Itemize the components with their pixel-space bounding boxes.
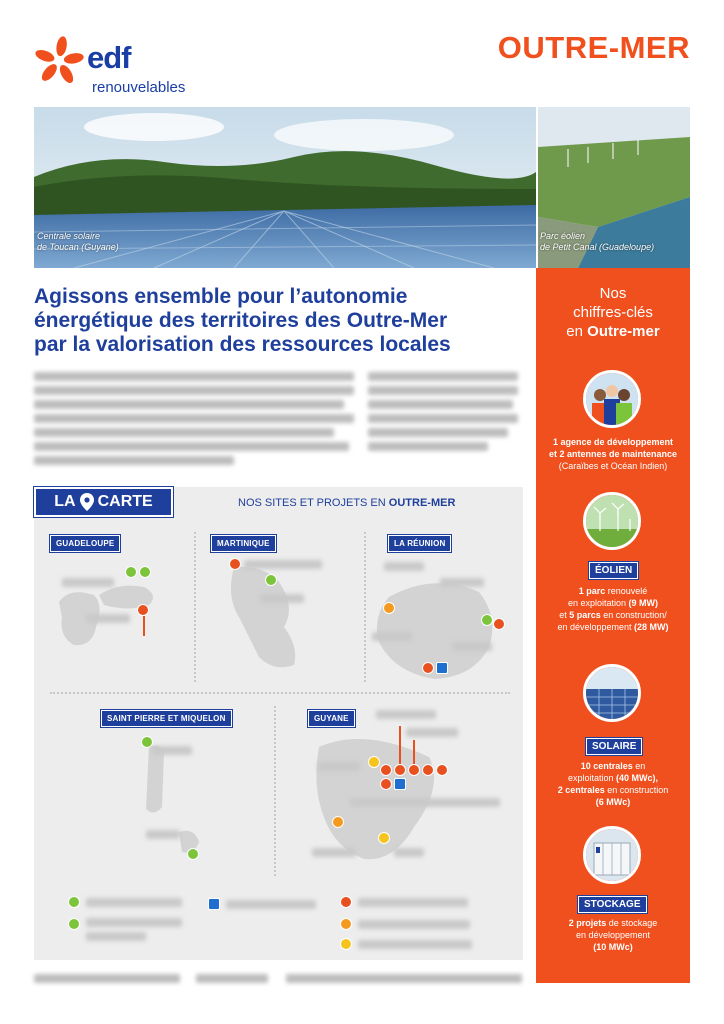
team-photo	[583, 370, 641, 428]
wind-turbines-photo	[583, 492, 641, 550]
region-tag-spm: SAINT PIERRE ET MIQUELON	[101, 710, 232, 727]
storage-figure: 2 projets de stockage en développement (10 MWc)	[568, 918, 658, 952]
solar-panel-icon	[586, 667, 638, 719]
wind-site-pin	[265, 574, 277, 586]
region-tag-martinique: MARTINIQUE	[211, 535, 276, 552]
solar-plant-photo	[34, 107, 536, 268]
solar-project-pin	[368, 756, 380, 768]
wind-tag: ÉOLIEN	[589, 562, 638, 579]
miquelon-island	[146, 745, 164, 812]
legend-wind-project-icon	[68, 918, 80, 930]
wind-turbine-icon	[586, 495, 638, 547]
solar-tag: SOLAIRE	[586, 738, 642, 755]
solar-figure: 10 centrales en exploitation (40 MWc), 2 centrales en construction (6 MWc)	[557, 761, 669, 807]
solar-site-pin	[422, 764, 434, 776]
region-tag-guadeloupe: GUADELOUPE	[50, 535, 120, 552]
legend-storage-icon	[208, 898, 220, 910]
legend-wind-icon	[68, 896, 80, 908]
edf-flower-icon	[34, 36, 84, 86]
solar-photo-caption: Centrale solaire de Toucan (Guyane)	[37, 231, 119, 252]
wind-site-pin	[125, 566, 137, 578]
solar-site-pin	[380, 764, 392, 776]
region-tag-guyane: GUYANE	[308, 710, 355, 727]
map-subtitle: NOS SITES ET PROJETS EN OUTRE-MER	[238, 497, 456, 509]
agency-figure: 1 agence de développement et 2 antennes de maintenance (Caraïbes et Océan Indien)	[548, 437, 678, 471]
region-title: OUTRE-MER	[497, 30, 690, 65]
wind-site-pin	[139, 566, 151, 578]
wind-site-pin	[187, 848, 199, 860]
storage-site-pin	[394, 778, 406, 790]
storage-building-photo	[583, 826, 641, 884]
wind-figure: 1 parc renouvelé en exploitation (9 MW) et 5 parcs en construction/ en développement (28 MW)	[557, 586, 669, 632]
solar-panels-photo	[583, 664, 641, 722]
islands-map	[34, 487, 523, 960]
key-figures-title: Nos chiffres-clés en Outre-mer	[566, 285, 660, 340]
solar-site-pin	[436, 764, 448, 776]
main-headline: Agissons ensemble pour l’autonomie énergétique des territoires des Outre-Mer par la valorisation des ressources locales	[34, 285, 451, 356]
solar-site-pin	[422, 662, 434, 674]
solar-site-pin	[408, 764, 420, 776]
solar-site-pin	[493, 618, 505, 630]
martinique-island	[231, 567, 295, 667]
wind-site-pin	[481, 614, 493, 626]
solar-site-pin	[380, 778, 392, 790]
storage-site-pin	[436, 662, 448, 674]
legend-solar-construction-icon	[340, 918, 352, 930]
storage-tag: STOCKAGE	[578, 896, 647, 913]
solar-site-pin	[137, 604, 149, 616]
solar-project-pin	[332, 816, 344, 828]
legend-solar-icon	[340, 896, 352, 908]
legend-solar-dev-icon	[340, 938, 352, 950]
solar-project-pin	[378, 832, 390, 844]
wind-photo-caption: Parc éolien de Petit Canal (Guadeloupe)	[540, 231, 655, 252]
solar-project-pin	[383, 602, 395, 614]
storage-icon	[586, 829, 638, 881]
wind-park-photo	[538, 107, 690, 268]
la-carte-badge: LA CARTE	[34, 487, 173, 517]
team-icon	[586, 373, 638, 425]
edf-logo-text: edf	[87, 40, 131, 75]
region-tag-reunion: LA RÉUNION	[388, 535, 451, 552]
edf-logo-subtitle: renouvelables	[92, 79, 186, 96]
solar-site-pin	[394, 764, 406, 776]
solar-site-pin	[229, 558, 241, 570]
